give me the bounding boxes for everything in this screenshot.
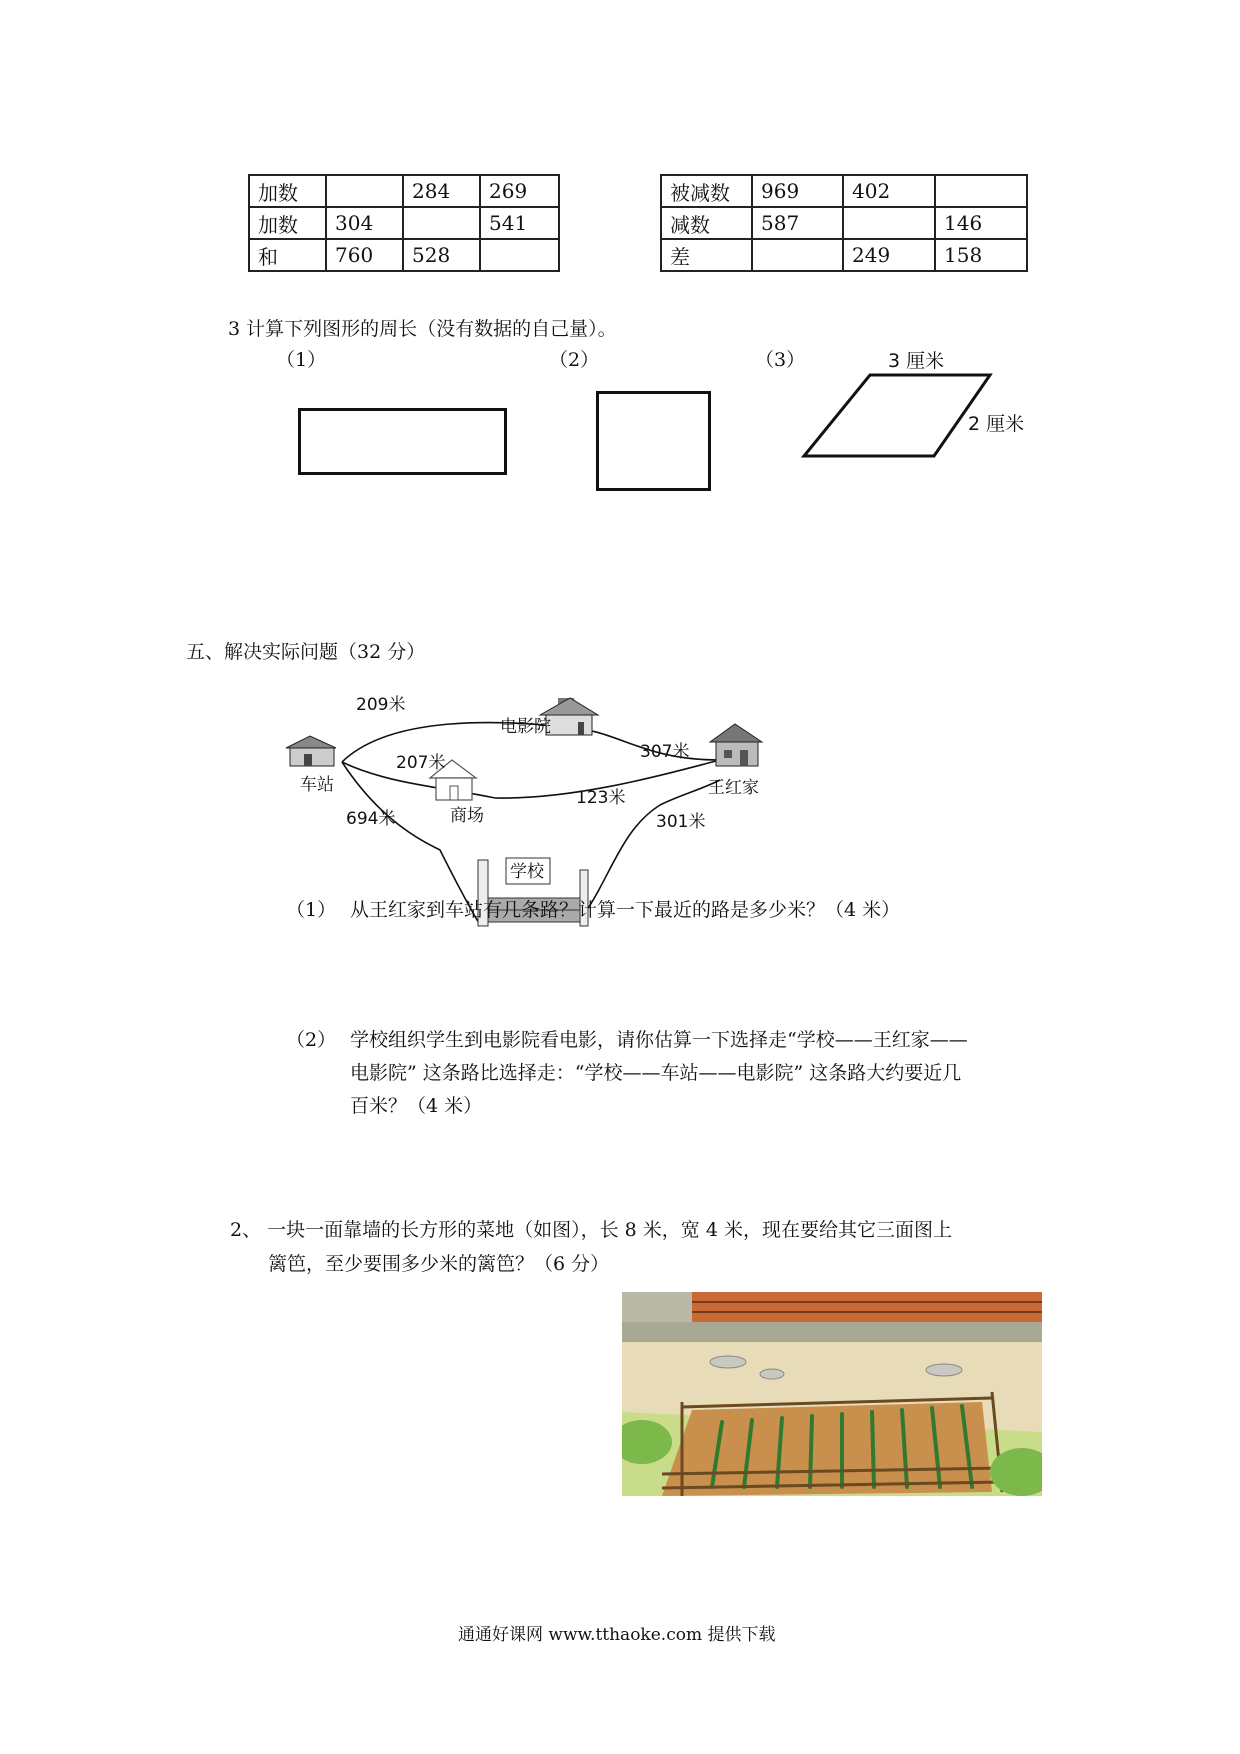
table-cell [480,239,559,271]
question-2-line-2: 电影院” 这条路比选择走：“学校——车站——电影院” 这条路大约要近几 [350,1062,962,1084]
table-cell: 加数 [249,207,326,239]
table-cell: 541 [480,207,559,239]
table-cell: 284 [403,175,480,207]
shape-label-2: （2） [549,349,600,371]
question-2-line-1: 学校组织学生到电影院看电影，请你估算一下选择走“学校——王红家—— [350,1029,968,1051]
parallelogram-figure [790,345,1040,465]
table-row [249,207,559,239]
cinema-label: 电影院 [500,717,551,737]
table-cell: 528 [403,239,480,271]
table-cell: 304 [326,207,403,239]
distance-cinema-home: 307米 [640,742,690,762]
top-length-label: 3 厘米 [888,350,945,372]
square-shape [596,391,711,491]
table-cell: 760 [326,239,403,271]
section-heading: 五、解决实际问题（32 分） [186,641,426,663]
table-cell [752,239,843,271]
table-cell: 402 [843,175,935,207]
table-cell: 249 [843,239,935,271]
table-cell: 加数 [249,175,326,207]
mall-label: 商场 [450,806,484,826]
side-length-label: 2 厘米 [968,413,1025,435]
table-cell [843,207,935,239]
home-label: 王红家 [708,778,759,798]
table-cell: 减数 [661,207,752,239]
table-cell: 和 [249,239,326,271]
question-2-line-3: 百米？（4 米） [350,1095,483,1117]
home-icon [710,724,762,766]
distance-station-cinema: 209米 [356,695,406,715]
table-cell [935,175,1027,207]
table-cell [326,175,403,207]
table-cell: 969 [752,175,843,207]
question-2-number: （2） [286,1029,337,1051]
school-label: 学校 [510,862,544,882]
vegetable-garden-illustration [622,1292,1042,1496]
problem-2-line-1: 2、 一块一面靠墙的长方形的菜地（如图），长 8 米，宽 4 米，现在要给其它三面图上 [230,1219,952,1241]
table-cell: 被减数 [661,175,752,207]
table-row [661,175,1027,207]
addition-table [248,174,560,272]
distance-station-mall: 207米 [396,753,446,773]
table-cell: 587 [752,207,843,239]
shape-label-3: （3） [755,349,806,371]
question-1-number: （1） [286,899,337,921]
distance-mall-home: 123米 [576,788,626,808]
distance-school-home: 301米 [656,812,706,832]
table-cell: 269 [480,175,559,207]
table-cell: 差 [661,239,752,271]
page-footer: 通通好课网 www.tthaoke.com 提供下载 [458,1625,776,1645]
table-cell [403,207,480,239]
problem-2-line-2: 篱笆，至少要围多少米的篱笆？（6 分） [268,1253,610,1275]
table-row [661,239,1027,271]
parallelogram-shape [804,375,990,456]
subtraction-table [660,174,1028,272]
station-icon [286,736,336,766]
rectangle-shape [298,408,507,475]
distance-station-school: 694米 [346,809,396,829]
station-label: 车站 [300,775,334,795]
table-row [249,239,559,271]
question-1-text: 从王红家到车站有几条路？计算一下最近的路是多少米？（4 米） [350,899,901,921]
table-cell: 146 [935,207,1027,239]
shape-label-1: （1） [276,349,327,371]
table-cell: 158 [935,239,1027,271]
table-row [661,207,1027,239]
perimeter-instruction: 3 计算下列图形的周长（没有数据的自己量）。 [228,318,617,340]
table-row [249,175,559,207]
